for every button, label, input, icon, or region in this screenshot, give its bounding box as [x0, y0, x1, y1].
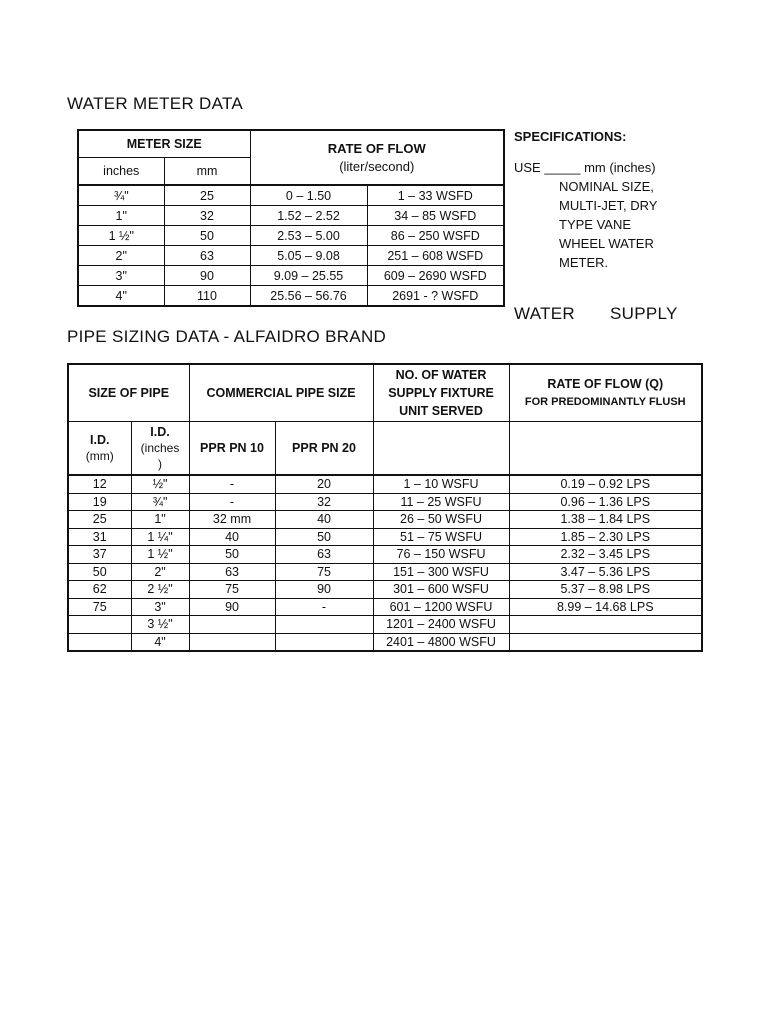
pipe-row [68, 633, 702, 651]
pipe-ppr20-cell: 32 [275, 493, 373, 511]
pipe-id-in-cell: 1" [131, 511, 189, 529]
pipe-ppr20-cell [275, 633, 373, 651]
pipe-ppr20-cell: - [275, 598, 373, 616]
pipe-row [68, 511, 702, 529]
pipe-id-in-cell: 2 ½" [131, 581, 189, 599]
id-inches-unit: (inches ) [140, 441, 180, 471]
meter-row [78, 226, 504, 246]
id-mm-label: I.D. [90, 433, 110, 447]
pipe-ppr20-cell: 20 [275, 475, 373, 493]
meter-inches-cell: ¾" [78, 185, 164, 206]
pipe-ppr10-cell: 63 [189, 563, 275, 581]
pipe-lps-cell: 2.32 – 3.45 LPS [509, 546, 702, 564]
pipe-lps-cell [509, 633, 702, 651]
pipe-row [68, 563, 702, 581]
commercial-size-header: COMMERCIAL PIPE SIZE [189, 364, 373, 422]
pipe-id-in-cell: 2" [131, 563, 189, 581]
pipe-id-in-cell: 3" [131, 598, 189, 616]
meter-wsfd-cell: 251 – 608 WSFD [367, 246, 504, 266]
rate-of-flow-label: RATE OF FLOW [327, 141, 426, 156]
pipe-wsfu-cell: 26 – 50 WSFU [373, 511, 509, 529]
pipe-ppr20-cell: 75 [275, 563, 373, 581]
pipe-table [67, 363, 703, 652]
pipe-ppr20-cell: 50 [275, 528, 373, 546]
pipe-wsfu-cell: 76 – 150 WSFU [373, 546, 509, 564]
ppr-pn10-header: PPR PN 10 [189, 422, 275, 476]
pipe-id-mm-cell: 31 [68, 528, 131, 546]
pipe-wsfu-cell: 51 – 75 WSFU [373, 528, 509, 546]
fixture-units-header: NO. OF WATER SUPPLY FIXTURE UNIT SERVED [373, 364, 509, 422]
meter-mm-cell: 110 [164, 286, 250, 307]
pipe-ppr10-cell: 40 [189, 528, 275, 546]
pipe-wsfu-cell: 1 – 10 WSFU [373, 475, 509, 493]
rate-sub-label: FOR PREDOMINANTLY FLUSH [524, 396, 686, 408]
meter-lps-cell: 9.09 – 25.55 [250, 266, 367, 286]
pipe-ppr20-cell: 40 [275, 511, 373, 529]
pipe-ppr10-cell: 32 mm [189, 511, 275, 529]
rate-of-flow-header [250, 130, 504, 185]
size-of-pipe-header: SIZE OF PIPE [68, 364, 189, 422]
meter-inches-cell: 3" [78, 266, 164, 286]
meter-wsfd-cell: 34 – 85 WSFD [367, 206, 504, 226]
meter-row [78, 246, 504, 266]
rate-of-flow-q-label: RATE OF FLOW (Q) [547, 377, 664, 391]
pipe-lps-cell: 0.96 – 1.36 LPS [509, 493, 702, 511]
pipe-row [68, 493, 702, 511]
meter-row [78, 206, 504, 226]
pipe-ppr20-cell [275, 616, 373, 634]
pipe-id-in-cell: 1 ½" [131, 546, 189, 564]
pipe-wsfu-cell: 11 – 25 WSFU [373, 493, 509, 511]
pipe-ppr10-cell [189, 616, 275, 634]
meter-inches-cell: 2" [78, 246, 164, 266]
meter-row [78, 286, 504, 307]
pipe-section-title: PIPE SIZING DATA - ALFAIDRO BRAND [67, 327, 387, 346]
meter-mm-cell: 50 [164, 226, 250, 246]
pipe-id-mm-cell: 12 [68, 475, 131, 493]
meter-row [78, 266, 504, 286]
pipe-row [68, 546, 702, 564]
water-label: WATER [514, 304, 575, 323]
meter-row [78, 185, 504, 206]
pipe-row [68, 581, 702, 599]
pipe-row [68, 528, 702, 546]
id-mm-unit: (mm) [85, 449, 114, 463]
rate-of-flow-blank [509, 422, 702, 476]
pipe-ppr20-cell: 90 [275, 581, 373, 599]
spec-line-5: WHEEL WATER [559, 236, 654, 251]
pipe-id-mm-cell: 50 [68, 563, 131, 581]
supply-label: SUPPLY [610, 304, 678, 323]
pipe-lps-cell: 8.99 – 14.68 LPS [509, 598, 702, 616]
pipe-id-mm-cell: 19 [68, 493, 131, 511]
pipe-ppr10-cell: 75 [189, 581, 275, 599]
pipe-id-in-cell: ¾" [131, 493, 189, 511]
spec-line-4: TYPE VANE [559, 217, 632, 232]
pipe-wsfu-cell: 1201 – 2400 WSFU [373, 616, 509, 634]
pipe-id-mm-cell [68, 616, 131, 634]
meter-wsfd-cell: 86 – 250 WSFD [367, 226, 504, 246]
meter-size-header: METER SIZE [78, 130, 250, 158]
pipe-wsfu-cell: 2401 – 4800 WSFU [373, 633, 509, 651]
meter-inches-cell: 4" [78, 286, 164, 307]
pipe-lps-cell: 5.37 – 8.98 LPS [509, 581, 702, 599]
ppr-pn20-header: PPR PN 20 [275, 422, 373, 476]
pipe-lps-cell: 3.47 – 5.36 LPS [509, 563, 702, 581]
id-inches-header [131, 422, 189, 476]
pipe-row [68, 598, 702, 616]
pipe-ppr20-cell: 63 [275, 546, 373, 564]
fixture-units-blank [373, 422, 509, 476]
meter-lps-cell: 5.05 – 9.08 [250, 246, 367, 266]
pipe-wsfu-cell: 301 – 600 WSFU [373, 581, 509, 599]
pipe-ppr10-cell: 90 [189, 598, 275, 616]
meter-mm-cell: 90 [164, 266, 250, 286]
meter-inches-cell: 1 ½" [78, 226, 164, 246]
meter-mm-cell: 32 [164, 206, 250, 226]
pipe-id-in-cell: 1 ¼" [131, 528, 189, 546]
meter-mm-cell: 63 [164, 246, 250, 266]
meter-section-title: WATER METER DATA [67, 94, 244, 113]
meter-lps-cell: 2.53 – 5.00 [250, 226, 367, 246]
pipe-id-in-cell: 3 ½" [131, 616, 189, 634]
meter-lps-cell: 1.52 – 2.52 [250, 206, 367, 226]
meter-table [77, 129, 505, 307]
spec-line-1: USE _____ mm (inches) [514, 160, 656, 175]
pipe-id-in-cell: 4" [131, 633, 189, 651]
rate-unit-label: (liter/second) [339, 159, 415, 174]
pipe-id-mm-cell: 62 [68, 581, 131, 599]
pipe-ppr10-cell: - [189, 493, 275, 511]
id-mm-header [68, 422, 131, 476]
meter-wsfd-cell: 1 – 33 WSFD [367, 185, 504, 206]
meter-wsfd-cell: 609 – 2690 WSFD [367, 266, 504, 286]
pipe-lps-cell: 1.38 – 1.84 LPS [509, 511, 702, 529]
inches-header: inches [78, 158, 164, 186]
pipe-row [68, 475, 702, 493]
pipe-wsfu-cell: 151 – 300 WSFU [373, 563, 509, 581]
meter-inches-cell: 1" [78, 206, 164, 226]
specifications-title: SPECIFICATIONS: [514, 129, 627, 144]
pipe-id-mm-cell: 37 [68, 546, 131, 564]
id-inches-label: I.D. [150, 425, 170, 439]
spec-line-2: NOMINAL SIZE, [559, 179, 654, 194]
meter-mm-cell: 25 [164, 185, 250, 206]
spec-line-6: METER. [559, 255, 609, 270]
pipe-id-mm-cell [68, 633, 131, 651]
pipe-ppr10-cell: - [189, 475, 275, 493]
rate-of-flow-q-header [509, 364, 702, 422]
pipe-lps-cell: 1.85 – 2.30 LPS [509, 528, 702, 546]
spec-line-3: MULTI-JET, DRY [559, 198, 658, 213]
mm-header: mm [164, 158, 250, 186]
pipe-ppr10-cell: 50 [189, 546, 275, 564]
pipe-id-mm-cell: 75 [68, 598, 131, 616]
pipe-lps-cell [509, 616, 702, 634]
meter-wsfd-cell: 2691 - ? WSFD [367, 286, 504, 307]
meter-lps-cell: 25.56 – 56.76 [250, 286, 367, 307]
pipe-lps-cell: 0.19 – 0.92 LPS [509, 475, 702, 493]
pipe-id-in-cell: ½" [131, 475, 189, 493]
meter-lps-cell: 0 – 1.50 [250, 185, 367, 206]
pipe-ppr10-cell [189, 633, 275, 651]
pipe-id-mm-cell: 25 [68, 511, 131, 529]
pipe-row [68, 616, 702, 634]
pipe-wsfu-cell: 601 – 1200 WSFU [373, 598, 509, 616]
